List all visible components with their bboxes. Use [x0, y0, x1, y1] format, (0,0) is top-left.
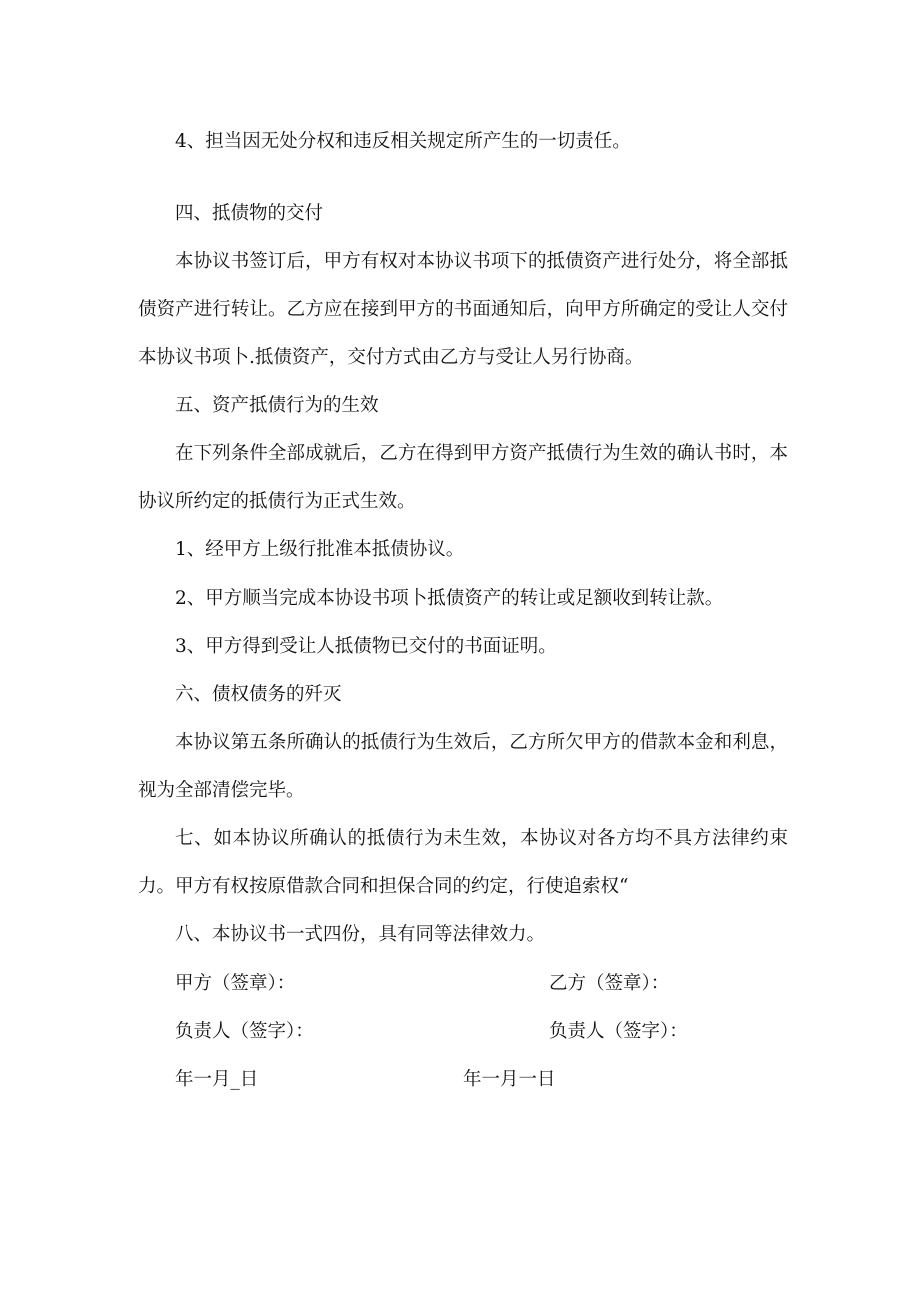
party-b-seal-label: 乙方（签章）：: [549, 973, 670, 994]
party-a-date-label: 年一月_日: [175, 1069, 259, 1090]
section-8-body: 八、本协议书一式四份，具有同等法律效力。: [175, 924, 546, 945]
section-7-body: 七、如本协议所确认的抵债行为未生效，本协议对各方均不具方法律约束力。甲方有权按原借款合同和担保合同的约定，行使追索权“: [138, 828, 788, 897]
section-5-item-2: 2、甲方顺当完成本协设书项卜抵债资产的转让或足额收到转让款。: [175, 588, 724, 609]
section-4-heading: 四、抵债物的交付: [175, 203, 324, 224]
section-5-body: 在下列条件全部成就后，乙方在得到甲方资产抵债行为生效的确认书时，本协议所约定的抵债行为正式生效。: [138, 443, 788, 512]
section-5-heading: 五、资产抵债行为的生效: [175, 395, 379, 416]
party-b-person-label: 负责人（签字）：: [549, 1021, 688, 1042]
section-6-heading: 六、债权债务的歼灭: [175, 684, 342, 705]
clause-4-responsibility: 4、担当因无处分权和违反相关规定所产生的一切责任。: [175, 131, 631, 152]
section-5-item-1: 1、经甲方上级行批准本抵债协议。: [175, 539, 465, 560]
section-4-body: 本协议书签订后，甲方有权对本协议书项下的抵债资产进行处分，将全部抵债资产进行转让。乙方应在接到甲方的书面通知后，向甲方所确定的受让人交付本协议书项卜.抵债资产，交付方式由乙方与受让人另行协商。: [138, 251, 788, 368]
party-a-person-label: 负责人（签字）：: [175, 1021, 314, 1042]
section-5-item-3: 3、甲方得到受让人抵债物已交付的书面证明。: [175, 636, 557, 657]
section-6-body: 本协议第五条所确认的抵债行为生效后，乙方所欠甲方的借款本金和利息，视为全部清偿完毕。: [138, 732, 788, 801]
party-b-date-label: 年一月一日: [463, 1069, 556, 1090]
party-a-seal-label: 甲方（签章）：: [175, 973, 296, 994]
